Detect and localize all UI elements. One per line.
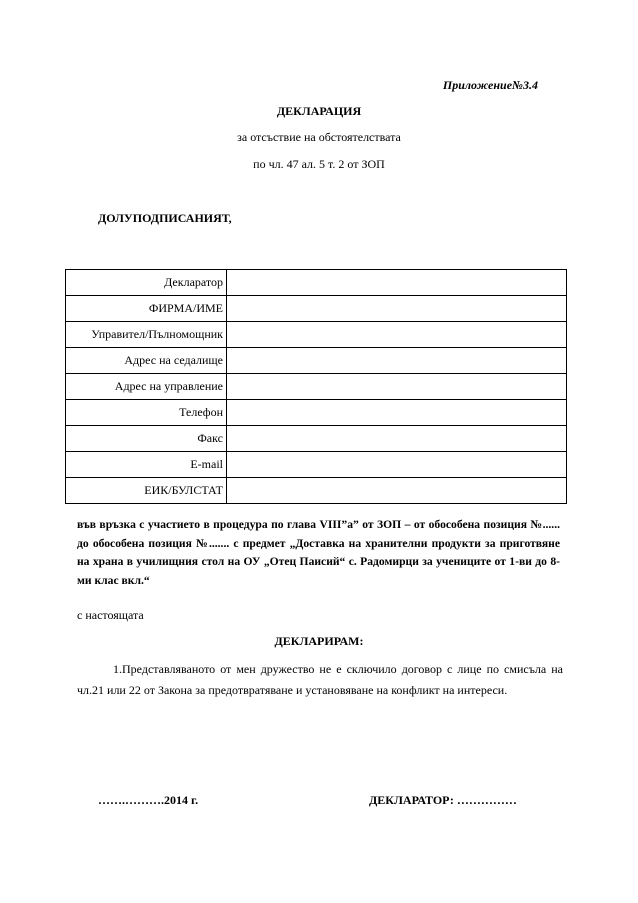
row-label: Управител/Пълномощник (66, 322, 227, 348)
table-row (66, 374, 567, 400)
row-label: Факс (66, 426, 227, 452)
declare-heading: ДЕКЛАРИРАМ: (274, 634, 364, 648)
row-label: Адрес на управление (66, 374, 227, 400)
row-label: Телефон (66, 400, 227, 426)
subtitle-line-2: по чл. 47 ал. 5 т. 2 от ЗОП (253, 157, 385, 171)
with-present-text: с настоящата (77, 608, 144, 622)
row-value (227, 400, 567, 426)
row-label: E-mail (66, 452, 227, 478)
row-value (227, 426, 567, 452)
date-line: …….……….2014 г. (98, 793, 199, 807)
declaration-item-1: 1.Представляваното от мен дружество не е сключило договор с лице по смисъла на чл.21 или 22 от Закона за предотвратяване и установяване на конфликт на интереси. (77, 662, 563, 697)
row-label: ФИРМА/ИМЕ (66, 296, 227, 322)
row-label: Декларатор (66, 270, 227, 296)
row-value (227, 452, 567, 478)
table-row (66, 452, 567, 478)
declarant-signature-line: ДЕКЛАРАТОР: …………… (369, 793, 517, 807)
table-row (66, 426, 567, 452)
row-value (227, 270, 567, 296)
subtitle-line-1: за отсъствие на обстоятелствата (237, 130, 401, 144)
row-value (227, 348, 567, 374)
row-value (227, 478, 567, 504)
row-value (227, 296, 567, 322)
table-row (66, 296, 567, 322)
table-row (66, 478, 567, 504)
procedure-paragraph: във връзка с участието в процедура по глава VIII”а” от ЗОП – от обособена позиция №...... до обособена позиция №....... с предмет „Доставка на хранителни продукти за приготвяне на храна в училищния стол на ОУ „Отец Паисий“ с. Радомирци за учениците от 1-ви до 8-ми клас вкл.“ (77, 518, 560, 587)
table-row (66, 322, 567, 348)
undersigned-heading: ДОЛУПОДПИСАНИЯТ, (98, 211, 232, 225)
table-row (66, 400, 567, 426)
table-row (66, 348, 567, 374)
row-value (227, 322, 567, 348)
document-title: ДЕКЛАРАЦИЯ (276, 104, 362, 118)
declarant-table (65, 269, 567, 504)
appendix-label: Приложение№3.4 (442, 78, 538, 92)
row-label: Адрес на седалище (66, 348, 227, 374)
table-row (66, 270, 567, 296)
row-label: ЕИК/БУЛСТАТ (66, 478, 227, 504)
row-value (227, 374, 567, 400)
